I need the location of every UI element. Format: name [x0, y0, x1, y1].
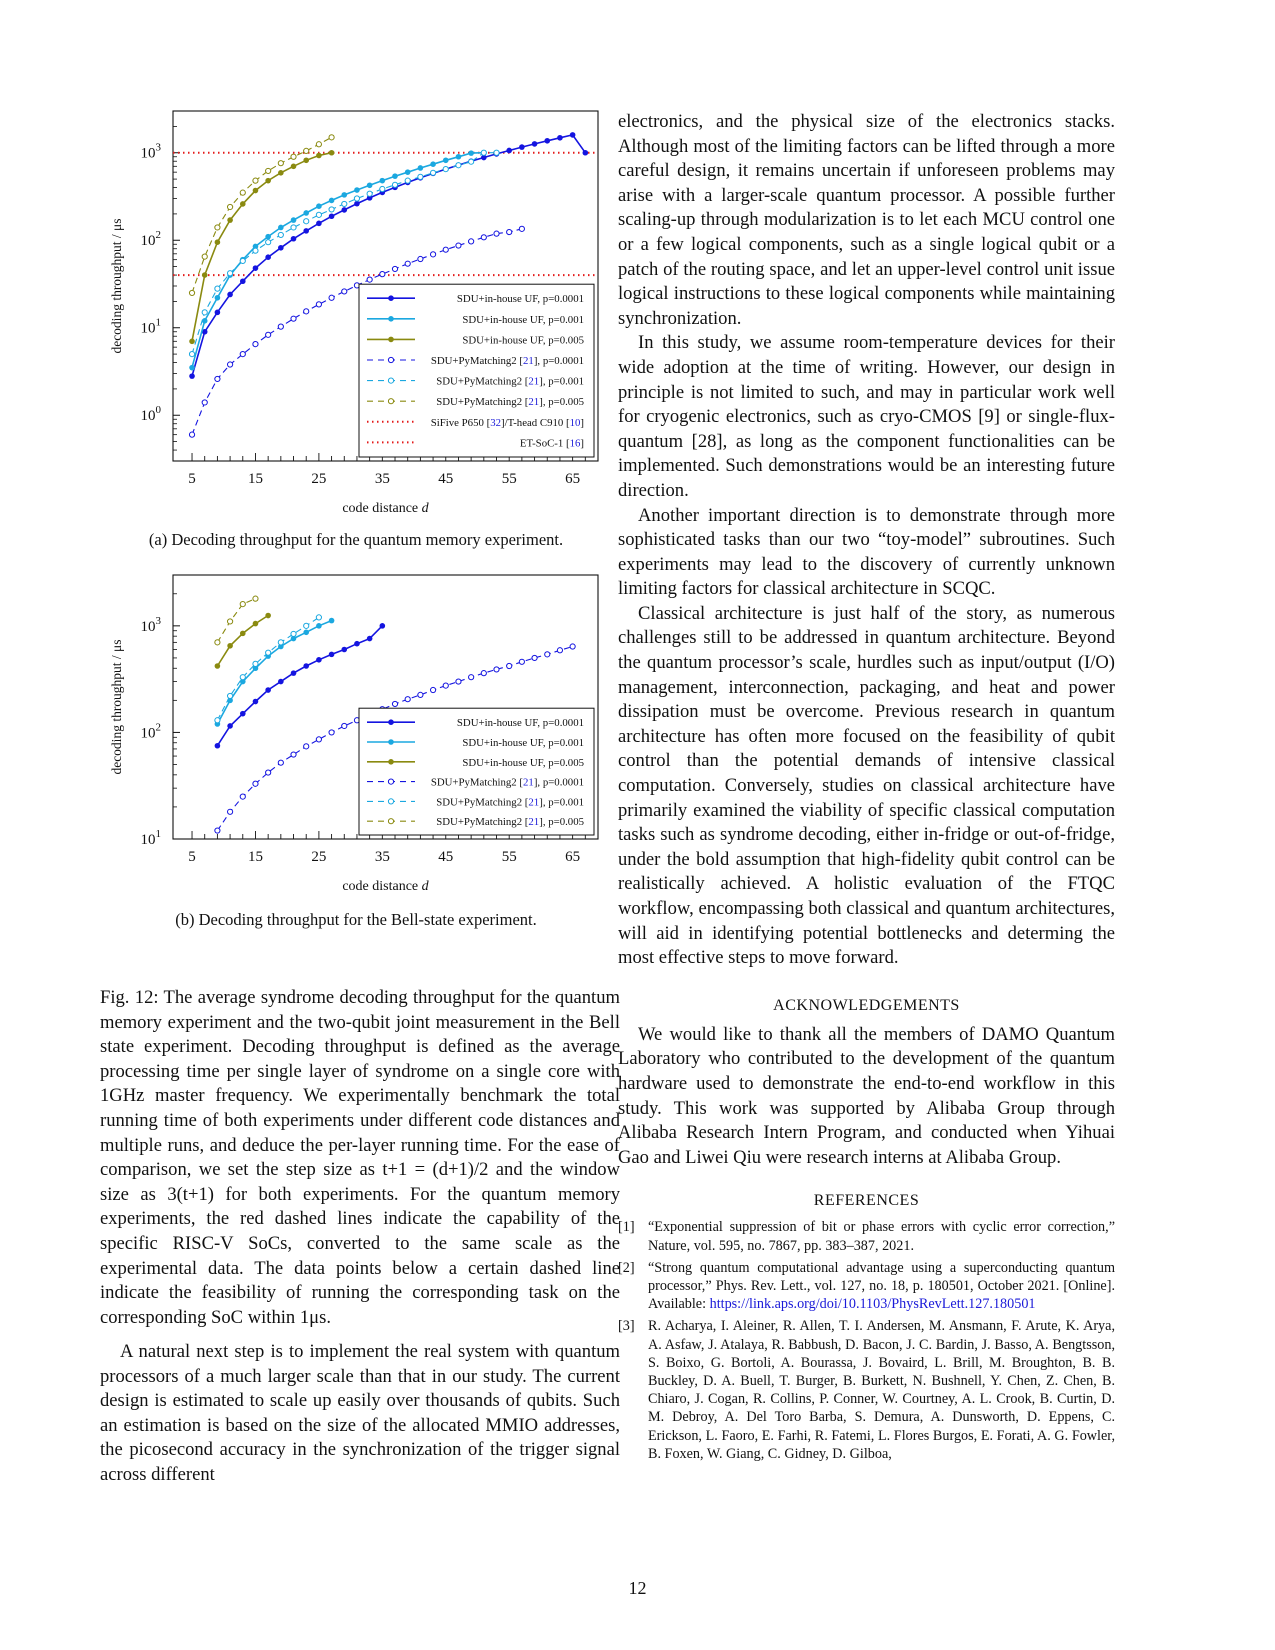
data-point [456, 679, 461, 684]
data-point [227, 693, 232, 698]
data-point [456, 243, 461, 248]
data-point [570, 132, 576, 138]
data-point [291, 164, 297, 170]
y-tick-label: $10^1$ [140, 316, 161, 337]
data-point [215, 295, 221, 301]
data-point [519, 226, 524, 231]
data-point [316, 142, 321, 147]
data-point [494, 231, 499, 236]
data-point [341, 647, 347, 653]
x-tick-label: 25 [311, 849, 327, 865]
data-point [329, 150, 335, 156]
data-point [278, 170, 284, 176]
data-point [342, 289, 347, 294]
data-point [329, 618, 335, 624]
left-paragraph-1: A natural next step is to implement the real system with quantum processors of a much larger scale than that in our study. The current design is estimated to scale up easily over thousands of qubits. Such an estimation is based on the size of the allocated MMIO addresses, the picosecond accuracy in the synchronization of the trigger signal across different [100, 1341, 620, 1485]
data-point [202, 254, 207, 259]
data-point [189, 351, 194, 356]
data-point [329, 730, 334, 735]
data-point [418, 692, 423, 697]
subcaption-b: (b) Decoding throughput for the Bell-state experiment. [175, 910, 537, 929]
references-heading: REFERENCES [813, 1192, 920, 1210]
data-point [405, 169, 411, 175]
data-point [291, 316, 296, 321]
data-point [189, 432, 194, 437]
data-point [443, 157, 449, 163]
data-point [227, 271, 232, 276]
x-tick-label: 45 [438, 849, 454, 865]
data-point [304, 744, 309, 749]
legend-label: SDU+in-house UF, p=0.001 [462, 737, 584, 749]
data-point [354, 196, 359, 201]
data-point [227, 619, 232, 624]
data-point [266, 168, 271, 173]
data-point [507, 229, 512, 234]
data-point [240, 631, 246, 637]
right-paragraph-4: Classical architecture is just half of the story, as numerous challenges still to be addressed in quantum architecture. Beyond the quantum processor’s scale, hurdles such as input/output (I/O) management, interconnection, packaging, and heat and power dissipation must be overcome. Previous research in quantum architecture has often more focused on the feasibility of qubit control than the potential demands of intensive classical computation. Conversely, studies on classical architecture have primarily examined the viability of specific classical computation tasks such as syndrome decoding, either in-fridge or out-of-fridge, under the bold assumption that high-fidelity qubit control can be realistically achieved. A holistic evaluation of the FTQC workflow, encompassing both classical and quantum architectures, will aid in identifying potential bottlenecks and determing the most effective steps to move forward. [618, 602, 1115, 969]
data-point [342, 723, 347, 728]
data-point [291, 752, 296, 757]
data-point [418, 174, 423, 179]
x-tick-label: 15 [247, 849, 263, 865]
legend-label: ET-SoC-1 [16] [519, 437, 584, 450]
legend-label: SDU+in-house UF, p=0.005 [462, 334, 584, 347]
acknowledgements-heading: ACKNOWLEDGEMENTS [773, 996, 960, 1014]
subcaption-a: (a) Decoding throughput for the quantum memory experiment. [148, 530, 564, 549]
data-point [367, 277, 372, 282]
data-point [367, 182, 373, 188]
legend-marker [388, 739, 394, 745]
legend-marker [388, 779, 393, 784]
x-tick-label: 25 [311, 471, 327, 487]
data-point [392, 173, 398, 179]
data-point [494, 150, 499, 155]
y-tick-label: $10^3$ [140, 614, 161, 635]
data-point [303, 157, 309, 163]
data-point [469, 239, 474, 244]
data-point [303, 663, 309, 669]
data-point [291, 631, 296, 636]
data-point [380, 178, 386, 184]
chart-b-bell-state [96, 568, 616, 898]
data-point [278, 245, 284, 251]
data-point [227, 204, 232, 209]
data-point [265, 254, 271, 260]
data-point [215, 640, 220, 645]
data-point [380, 272, 385, 277]
data-point [519, 659, 524, 664]
data-point [189, 373, 195, 379]
data-point [253, 188, 259, 194]
data-point [583, 150, 589, 156]
legend-label: SDU+in-house UF, p=0.005 [462, 756, 584, 769]
x-tick-label: 35 [374, 849, 390, 865]
data-point [316, 615, 321, 620]
data-point [430, 687, 435, 692]
data-point [265, 234, 271, 240]
data-point [278, 225, 284, 231]
legend-box [359, 284, 594, 457]
legend-marker [388, 295, 394, 301]
data-point [227, 217, 233, 223]
series-line [217, 621, 331, 724]
data-point [341, 192, 347, 198]
data-point [227, 292, 233, 298]
data-point [316, 221, 322, 227]
data-point [240, 278, 246, 284]
x-axis-label: code distance d [342, 879, 429, 894]
data-point [291, 217, 297, 223]
legend-label: SDU+PyMatching2 [21], p=0.005 [436, 816, 584, 829]
data-point [392, 266, 397, 271]
data-point [265, 178, 271, 184]
data-point [265, 687, 271, 693]
data-point [354, 641, 360, 647]
data-point [240, 794, 245, 799]
data-point [468, 150, 474, 156]
data-point [253, 265, 259, 271]
data-point [303, 210, 309, 216]
data-point [456, 154, 462, 160]
x-tick-label: 35 [374, 471, 390, 487]
data-point [329, 213, 335, 219]
data-point [519, 144, 525, 150]
data-point [316, 203, 322, 209]
legend-label: SDU+PyMatching2 [21], p=0.0001 [430, 776, 584, 789]
data-point [266, 650, 271, 655]
x-tick-label: 55 [501, 471, 517, 487]
data-point [316, 212, 321, 217]
data-point [253, 781, 258, 786]
data-point [545, 652, 550, 657]
legend-marker [388, 819, 393, 824]
x-tick-label: 5 [188, 471, 196, 487]
legend-marker [388, 399, 393, 404]
legend-marker [388, 337, 394, 343]
data-point [418, 256, 423, 261]
y-tick-label: $10^2$ [140, 229, 161, 250]
data-point [557, 135, 563, 141]
legend-label: SDU+PyMatching2 [21], p=0.001 [436, 375, 584, 388]
data-point [240, 601, 245, 606]
data-point [253, 178, 258, 183]
data-point [329, 207, 334, 212]
data-point [240, 201, 246, 207]
legend-label: SDU+PyMatching2 [21], p=0.0001 [430, 355, 584, 367]
data-point [215, 743, 221, 749]
legend-label: SDU+PyMatching2 [21], p=0.001 [436, 796, 584, 809]
data-point [253, 596, 258, 601]
data-point [215, 376, 220, 381]
data-point [469, 159, 474, 164]
data-point [215, 828, 220, 833]
legend-marker [388, 357, 393, 362]
data-point [532, 655, 537, 660]
data-point [189, 290, 194, 295]
data-point [253, 621, 259, 627]
data-point [570, 644, 575, 649]
data-point [240, 675, 245, 680]
y-tick-label: $10^3$ [140, 141, 161, 162]
data-point [316, 623, 322, 629]
y-tick-label: $10^2$ [140, 721, 161, 742]
right-paragraph-2: In this study, we assume room-temperature devices for their wide adoption at the time of writing. However, our design in principle is not limited to such, and may in particular work well for cryogenic electronics, such as cryo-CMOS [9] or single-flux-quantum [28], as long as the component functionalities can be implemented. Such demonstrations would be an interesting future direction. [618, 332, 1115, 501]
legend-label: SDU+in-house UF, p=0.001 [462, 313, 584, 326]
data-point [456, 163, 461, 168]
x-tick-label: 15 [247, 471, 263, 487]
y-tick-label: $10^0$ [140, 404, 161, 425]
data-point [316, 302, 321, 307]
data-point [253, 248, 258, 253]
data-point [443, 167, 448, 172]
data-point [367, 191, 372, 196]
data-point [291, 154, 296, 159]
legend-marker [388, 799, 393, 804]
data-point [291, 236, 297, 242]
data-point [532, 141, 538, 147]
data-point [215, 663, 221, 669]
data-point [253, 699, 259, 705]
y-axis-label: decoding throughput / μs [109, 218, 124, 354]
data-point [304, 219, 309, 224]
data-point [240, 351, 245, 356]
data-point [481, 150, 486, 155]
acknowledgements-text: We would like to thank all the members of DAMO Quantum Laboratory who contributed to the development of the quantum hardware used to demonstrate the end-to-end workflow in this study. This work was supported by Alibaba Group through Alibaba Research Intern Program, and conducted when Yihuai Gao and Liwei Qiu were research interns at Alibaba Group. [618, 1023, 1115, 1168]
chart-a-quantum-memory [96, 108, 616, 528]
x-tick-label: 55 [501, 849, 517, 865]
data-point [430, 170, 435, 175]
series-line [217, 616, 268, 667]
data-point [278, 760, 283, 765]
data-point [304, 148, 309, 153]
data-point [291, 670, 297, 676]
legend-marker [388, 378, 393, 383]
series-line [217, 599, 255, 643]
reference-item: [3] R. Acharya, I. Aleiner, R. Allen, T. I. Andersen, M. Ansmann, F. Arute, K. Arya, A. Asfaw, J. Atalaya, R. Babbush, D. Bacon, J. C. Bardin, J. Basso, A. Bengtsson, S. Boixo, G. Bortoli, A. Bourassa, J. Bovaird, L. Brill, M. Broughton, B. B. Buckley, D. A. Buell, T. Burger, B. Burkett, N. Bushnell, Y. Chen, Z. Chen, B. Chiaro, J. Cogan, R. Collins, P. Conner, W. Courtney, A. L. Crook, B. Curtin, D. M. Debroy, A. Del Toro Barba, S. Demura, A. Dunsworth, D. Eppens, C. Erickson, L. Faoro, E. Farhi, R. Fatemi, L. Flores Burgos, E. Forati, A. G. Fowler, B. Foxen, W. Giang, C. Gidney, D. Gilboa, [618, 1318, 1115, 1462]
data-point [265, 613, 271, 619]
data-point [303, 629, 309, 635]
data-point [189, 339, 195, 345]
data-point [380, 186, 385, 191]
data-point [227, 723, 233, 729]
data-point [278, 324, 283, 329]
data-point [215, 718, 220, 723]
x-tick-label: 5 [188, 849, 196, 865]
data-point [202, 318, 208, 324]
legend-marker [388, 719, 394, 725]
legend-label: SiFive P650 [32]/T-head C910 [10] [430, 416, 584, 429]
x-tick-label: 65 [565, 471, 581, 487]
data-point [227, 643, 233, 649]
page-number: 12 [628, 1578, 647, 1598]
series-line [192, 137, 332, 293]
data-point [557, 648, 562, 653]
x-tick-label: 45 [438, 471, 454, 487]
data-point [189, 365, 195, 371]
legend-label: SDU+in-house UF, p=0.0001 [456, 293, 584, 306]
data-point [405, 178, 410, 183]
data-point [329, 652, 335, 658]
data-point [215, 310, 221, 316]
reference-link[interactable]: https://link.aps.org/doi/10.1103/PhysRevLett.127.180501 [709, 1296, 1036, 1313]
data-point [443, 683, 448, 688]
data-point [544, 138, 550, 144]
data-point [202, 272, 208, 278]
reference-item: [1] “Exponential suppression of bit or phase errors with cyclic error correction,” Nature, vol. 595, no. 7867, pp. 383–387, 2021. [618, 1219, 1115, 1254]
data-point [392, 701, 397, 706]
data-point [266, 332, 271, 337]
right-paragraph-1: electronics, and the physical size of the electronics stacks. Although most of the limiting factors can be lifted through a more careful design, it remains uncertain if unforeseen problems may arise with a larger-scale quantum processor. A possible further scaling-up through modularization is to let each MCU control one or a few logical components, such as a single logical qubit or a patch of the routing space, and let an upper-level control unit issue logical instructions to these logical components while maintaining synchronization. [618, 111, 1115, 329]
data-point [215, 239, 221, 245]
data-point [266, 770, 271, 775]
data-point [316, 737, 321, 742]
data-point [418, 165, 424, 171]
data-point [443, 247, 448, 252]
data-point [240, 258, 245, 263]
data-point [405, 261, 410, 266]
data-point [380, 623, 386, 629]
data-point [342, 201, 347, 206]
data-point [329, 135, 334, 140]
data-point [278, 232, 283, 237]
data-point [367, 636, 373, 642]
right-paragraph-3: Another important direction is to demonstrate through more sophisticated tasks than our two “toy-model” subroutines. Such experiments may lead to the discovery of currently unknown limiting factors for classical architecture in SCQC. [618, 504, 1115, 600]
data-point [481, 671, 486, 676]
legend-label: SDU+in-house UF, p=0.0001 [456, 717, 584, 730]
data-point [316, 657, 322, 663]
legend-marker [388, 316, 394, 322]
data-point [354, 201, 360, 207]
data-point [316, 153, 322, 159]
data-point [304, 309, 309, 314]
data-point [278, 161, 283, 166]
data-point [240, 190, 245, 195]
data-point [278, 679, 284, 685]
data-point [354, 187, 360, 193]
data-point [481, 235, 486, 240]
data-point [202, 310, 207, 315]
data-point [405, 697, 410, 702]
y-tick-label: $10^1$ [140, 828, 161, 848]
data-point [329, 295, 334, 300]
data-point [202, 400, 207, 405]
x-tick-label: 65 [565, 849, 581, 865]
reference-list [618, 1218, 1115, 1463]
y-axis-label: decoding throughput / μs [109, 639, 124, 775]
data-point [430, 161, 436, 167]
data-point [430, 252, 435, 257]
reference-item: [2] “Strong quantum computational advantage using a superconducting quantum processor,” Phys. Rev. Lett., vol. 127, no. 18, p. 180501, October 2021. [Online]. Available: https://link.aps.org/doi/10.1103/PhysRevLett.127.180501 [618, 1259, 1115, 1313]
data-point [227, 362, 232, 367]
data-point [341, 207, 347, 213]
legend-marker [388, 759, 394, 765]
data-point [303, 228, 309, 234]
data-point [278, 640, 283, 645]
x-axis-label: code distance d [342, 501, 429, 516]
data-point [253, 342, 258, 347]
data-point [304, 623, 309, 628]
data-point [240, 711, 246, 717]
data-point [253, 661, 258, 666]
data-point [215, 286, 220, 291]
legend-label: SDU+PyMatching2 [21], p=0.005 [436, 396, 584, 409]
figure-caption: Fig. 12: The average syndrome decoding throughput for the quantum memory experiment and the two-qubit joint measurement in the Bell state experiment. Decoding throughput is defined as the average processing time per single layer of syndrome on a single core with 1GHz master frequency. We experimentally benchmark the total running time of both experiments under different code distances and multiple runs, and deduce the per-layer running time. For the ease of comparison, we set the step size as t+1 = (d+1)/2 and the window size as 3(t+1) for both experiments. For the quantum memory experiments, the red dashed lines indicate the capability of the specific RISC-V SoCs, converted to the same scale as the experimental data. The data points below a certain dashed line indicate the feasibility of running the corresponding task on the corresponding SoC within 1μs. [100, 987, 620, 1328]
data-point [215, 225, 220, 230]
data-point [266, 240, 271, 245]
data-point [507, 663, 512, 668]
data-point [506, 148, 512, 154]
data-point [392, 182, 397, 187]
data-point [469, 675, 474, 680]
data-point [329, 198, 335, 204]
data-point [494, 667, 499, 672]
data-point [227, 809, 232, 814]
data-point [291, 225, 296, 230]
